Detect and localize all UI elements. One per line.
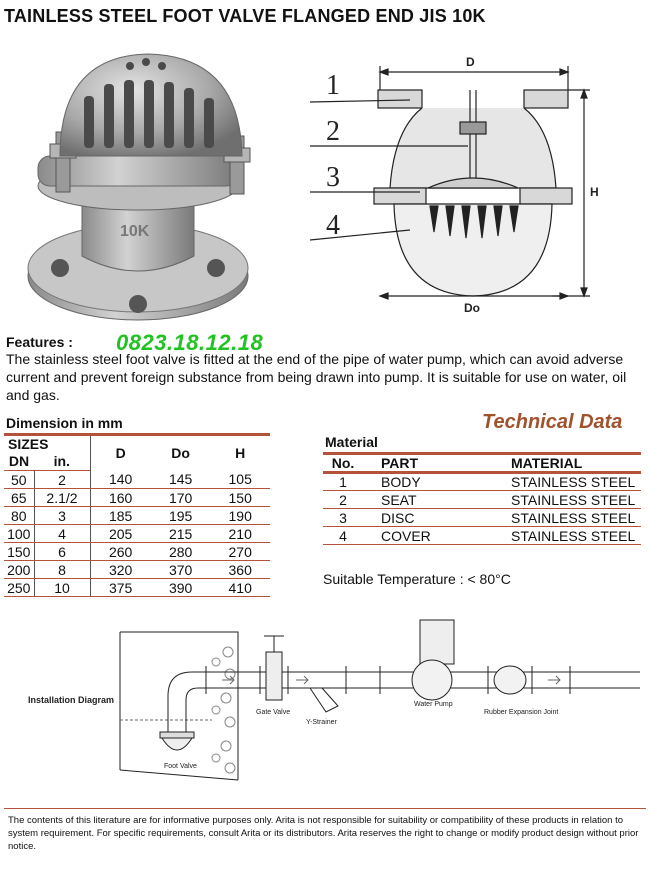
callout-2: 2 (326, 116, 340, 147)
dimension-heading: Dimension in mm (6, 415, 123, 431)
label-gate-valve: Gate Valve (256, 709, 291, 716)
material-table (323, 452, 641, 545)
installation-title: Installation Diagram (28, 695, 115, 705)
table-row: 200 8 320 370 360 (4, 561, 270, 579)
callout-1: 1 (326, 70, 340, 101)
footer-divider (4, 808, 646, 809)
col-h: H (235, 445, 246, 462)
col-dn: DN (4, 453, 34, 471)
foot-valve-photo (20, 36, 270, 326)
label-y-strainer: Y-Strainer (306, 719, 337, 726)
features-text: The stainless steel foot valve is fitted at the end of the pipe of water pump, which can avoid adverse current and prevent foreign substance from being drawn into pump. It is suitable for use on water, oil and gas. (6, 351, 627, 403)
cross-section-drawing (310, 50, 630, 320)
page-title: TAINLESS STEEL FOOT VALVE FLANGED END JIS 10K (4, 6, 486, 26)
table-row: 4 COVER STAINLESS STEEL (323, 527, 641, 545)
col-part: PART (363, 454, 503, 473)
technical-data-heading: Technical Data (482, 411, 623, 433)
dim-d-label: D (466, 55, 475, 69)
table-row: 3 DISC STAINLESS STEEL (323, 509, 641, 527)
table-row: 65 2.1/2 160 170 150 (4, 489, 270, 507)
phone-number: 0823.18.12.18 (116, 330, 264, 355)
callout-4: 4 (326, 210, 340, 241)
label-water-pump: Water Pump (414, 701, 453, 708)
sizes-label: SIZES (8, 436, 49, 453)
label-rubber-joint: Rubber Expansion Joint (484, 709, 559, 716)
dimension-table (4, 433, 270, 597)
material-heading: Material (325, 434, 378, 450)
table-row: 50 2 140 145 105 (4, 471, 270, 489)
features-heading: Features : (6, 334, 73, 350)
dim-do-label: Do (464, 301, 480, 315)
col-no: No. (323, 454, 363, 473)
table-row: 1 BODY STAINLESS STEEL (323, 473, 641, 491)
installation-diagram (0, 612, 650, 802)
table-row: 250 10 375 390 410 (4, 579, 270, 597)
disclaimer-text: The contents of this literature are for informative purposes only. Arita is not responsible for suitability or compatibility of these products in relation to system requirement. For specific requirements, consult Arita or its distributors. Arita reserves the right to change or modify product design without prior notice. (8, 815, 639, 852)
col-d: D (90, 435, 151, 471)
col-do: Do (171, 445, 190, 462)
casting-mark: 10K (120, 223, 150, 240)
table-row: 150 6 260 280 270 (4, 543, 270, 561)
table-row: 80 3 185 195 190 (4, 507, 270, 525)
col-in: in. (34, 453, 90, 471)
table-row: 2 SEAT STAINLESS STEEL (323, 491, 641, 509)
callout-3: 3 (326, 162, 340, 193)
label-foot-valve: Foot Valve (164, 763, 197, 770)
dim-h-label: H (590, 185, 599, 199)
temperature-note: Suitable Temperature : < 80°C (323, 571, 511, 587)
table-row: 100 4 205 215 210 (4, 525, 270, 543)
col-material: MATERIAL (503, 454, 641, 473)
